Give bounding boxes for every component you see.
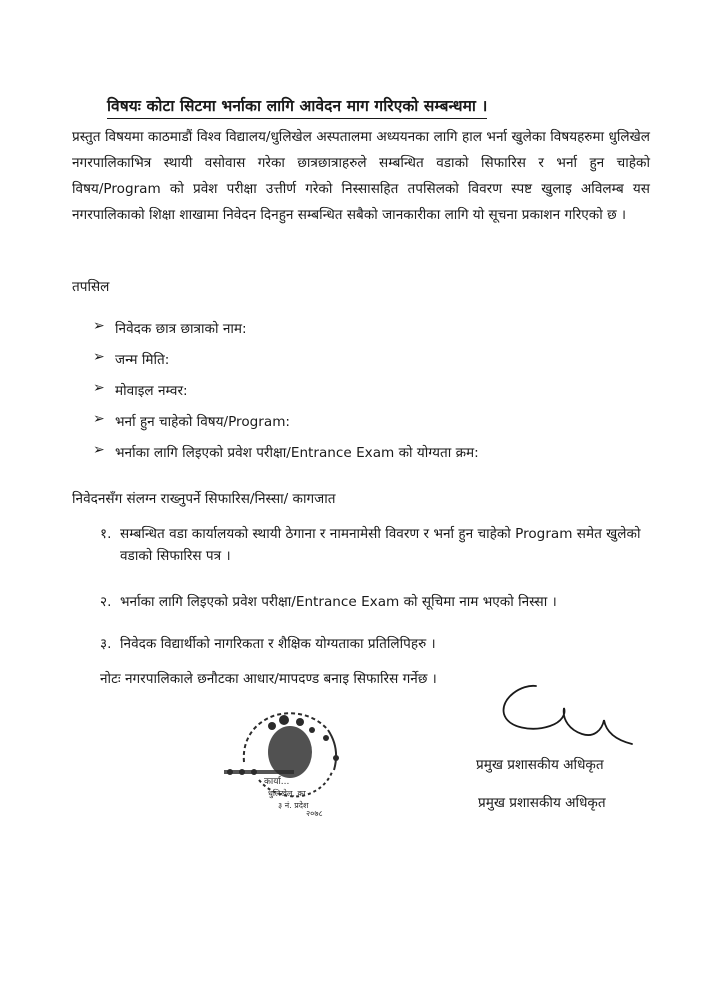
attachments-list	[100, 523, 660, 655]
list-item	[93, 349, 479, 380]
office-seal-icon	[224, 700, 354, 820]
seal-text: कार्या...	[264, 777, 290, 787]
signatory-title-handwritten: प्रमुख प्रशासकीय अधिकृत	[476, 757, 604, 773]
attachment-text: सम्बन्धित वडा कार्यालयको स्थायी ठेगाना र नामनामेसी विवरण र भर्ना हुन चाहेको Program समेत खुलेको वडाको सिफारिस पत्र ।	[120, 526, 641, 564]
detail-field-label: भर्नाका लागि लिइएको प्रवेश परीक्षा/Entrance Exam को योग्यता क्रम:	[115, 445, 479, 461]
list-item	[93, 318, 479, 349]
arrowhead-bullet-icon: ➢	[93, 411, 105, 427]
list-item	[100, 591, 660, 613]
arrowhead-bullet-icon: ➢	[93, 318, 105, 334]
list-item	[100, 523, 660, 567]
list-item	[100, 633, 660, 655]
seal-text: २०७८	[306, 809, 323, 818]
detail-field-label: मोवाइल नम्वर:	[115, 383, 188, 399]
attachment-text: निवेदक विद्यार्थीको नागरिकता र शैक्षिक योग्यताका प्रतिलिपिहरु ।	[120, 636, 436, 652]
subject-heading: विषयः कोटा सिटमा भर्नाका लागि आवेदन माग गरिएको सम्बन्धमा ।	[107, 94, 487, 119]
attachments-heading: निवेदनसँग संलग्न राख्नुपर्ने सिफारिस/निस्सा/ कागजात	[72, 491, 336, 507]
list-item	[93, 442, 479, 473]
tapasil-heading: तपसिल	[72, 279, 110, 295]
intro-paragraph: प्रस्तुत विषयमा काठमाडौं विश्व विद्यालय/धुलिखेल अस्पतालमा अध्ययनका लागि हाल भर्ना खुलेका विषयहरुमा धुलिखेल नगरपालिकाभित्र स्थायी वसोवास गरेका छात्रछात्राहरुले सम्बन्धित वडाको सिफारिस र भर्ना हुन चाहेको विषय/Program को प्रवेश परीक्षा उत्तीर्ण गरेको निस्सासहित तपसिलको विवरण स्पष्ट खुलाइ अविलम्ब यस नगरपालिकाको शिक्षा शाखामा निवेदन दिनहुन सम्बन्धित सबैको जानकारीका लागि यो सूचना प्रकाशन गरिएको छ ।	[72, 129, 650, 223]
detail-field-label: जन्म मिति:	[115, 352, 170, 368]
details-list	[93, 318, 479, 473]
signatory-title-printed: प्रमुख प्रशासकीय अधिकृत	[478, 795, 606, 811]
list-item	[93, 411, 479, 442]
seal-text: धुलिखेल, का	[268, 789, 306, 798]
arrowhead-bullet-icon: ➢	[93, 442, 105, 458]
note-text: नोटः नगरपालिकाले छनौटका आधार/मापदण्ड बनाइ सिफारिस गर्नेछ ।	[100, 671, 437, 687]
item-number: ३.	[100, 636, 112, 652]
item-number: १.	[100, 526, 112, 542]
arrowhead-bullet-icon: ➢	[93, 380, 105, 396]
item-number: २.	[100, 594, 112, 610]
seal-text: ३ नं. प्रदेश	[278, 801, 309, 810]
arrowhead-bullet-icon: ➢	[93, 349, 105, 365]
attachment-text: भर्नाका लागि लिइएको प्रवेश परीक्षा/Entrance Exam को सूचिमा नाम भएको निस्सा ।	[120, 594, 557, 610]
detail-field-label: भर्ना हुन चाहेको विषय/Program:	[115, 414, 291, 430]
signature-icon	[492, 680, 672, 750]
list-item	[93, 380, 479, 411]
detail-field-label: निवेदक छात्र छात्राको नाम:	[115, 321, 247, 337]
